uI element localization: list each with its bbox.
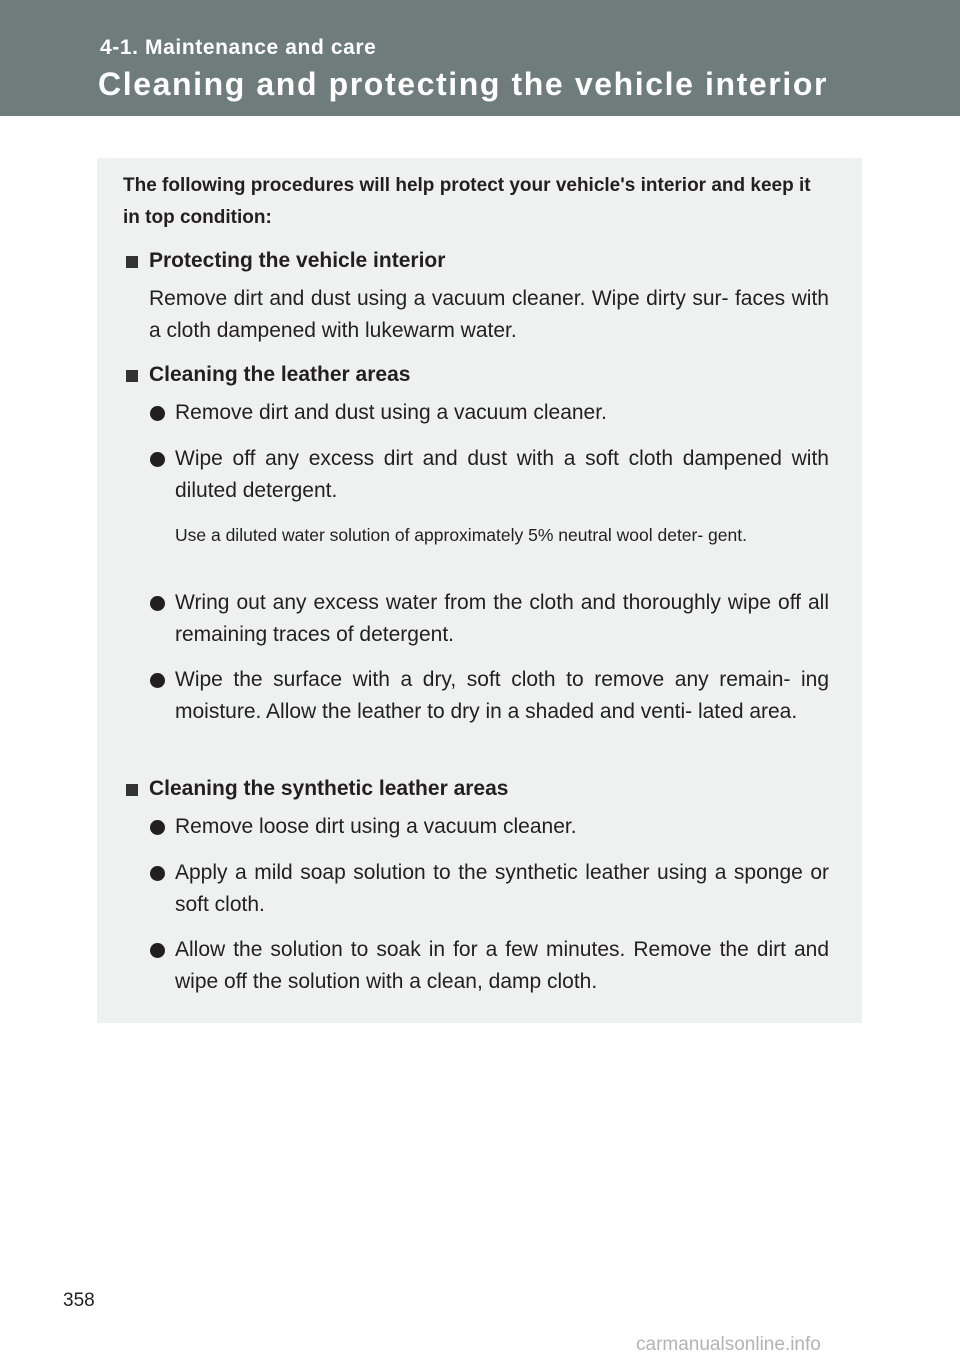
- bullet-dot-icon: [150, 406, 165, 421]
- square-bullet-icon: [126, 784, 138, 796]
- list-item: Remove loose dirt using a vacuum cleaner.: [175, 815, 577, 838]
- list-item: Apply a mild soap solution to the synthetic leather using a sponge or soft cloth.: [175, 861, 829, 916]
- bullet-dot-icon: [150, 673, 165, 688]
- section-label: 4-1. Maintenance and care: [100, 36, 377, 59]
- square-bullet-icon: [126, 370, 138, 382]
- square-bullet-icon: [126, 256, 138, 268]
- bullet-dot-icon: [150, 943, 165, 958]
- list-item: Remove dirt and dust using a vacuum cleaner.: [175, 401, 607, 424]
- bullet-dot-icon: [150, 452, 165, 467]
- bullet-dot-icon: [150, 596, 165, 611]
- page-header: [0, 0, 960, 116]
- list-item: Wipe off any excess dirt and dust with a soft cloth dampened with diluted detergent.: [175, 447, 829, 502]
- page-title: Cleaning and protecting the vehicle interior: [98, 66, 829, 102]
- watermark: carmanualsonline.info: [636, 1334, 821, 1355]
- list-item: Allow the solution to soak in for a few minutes. Remove the dirt and wipe off the solution with a clean, damp cloth.: [175, 938, 829, 993]
- list-item: Wring out any excess water from the cloth and thoroughly wipe off all remaining traces of detergent.: [175, 591, 829, 646]
- page-number: 358: [63, 1290, 95, 1311]
- intro-text: The following procedures will help protect your vehicle's interior and keep it in top condition:: [123, 175, 811, 228]
- bullet-dot-icon: [150, 820, 165, 835]
- section-heading: Cleaning the leather areas: [149, 363, 411, 386]
- section-paragraph: Remove dirt and dust using a vacuum cleaner. Wipe dirty sur- faces with a cloth dampened with lukewarm water.: [149, 287, 829, 342]
- section-heading: Protecting the vehicle interior: [149, 249, 446, 272]
- bullet-dot-icon: [150, 866, 165, 881]
- section-heading: Cleaning the synthetic leather areas: [149, 777, 509, 800]
- list-item: Wipe the surface with a dry, soft cloth to remove any remain- ing moisture. Allow the leather to dry in a shaded and venti- lated area.: [175, 668, 829, 723]
- note-text: Use a diluted water solution of approximately 5% neutral wool deter- gent.: [175, 525, 747, 545]
